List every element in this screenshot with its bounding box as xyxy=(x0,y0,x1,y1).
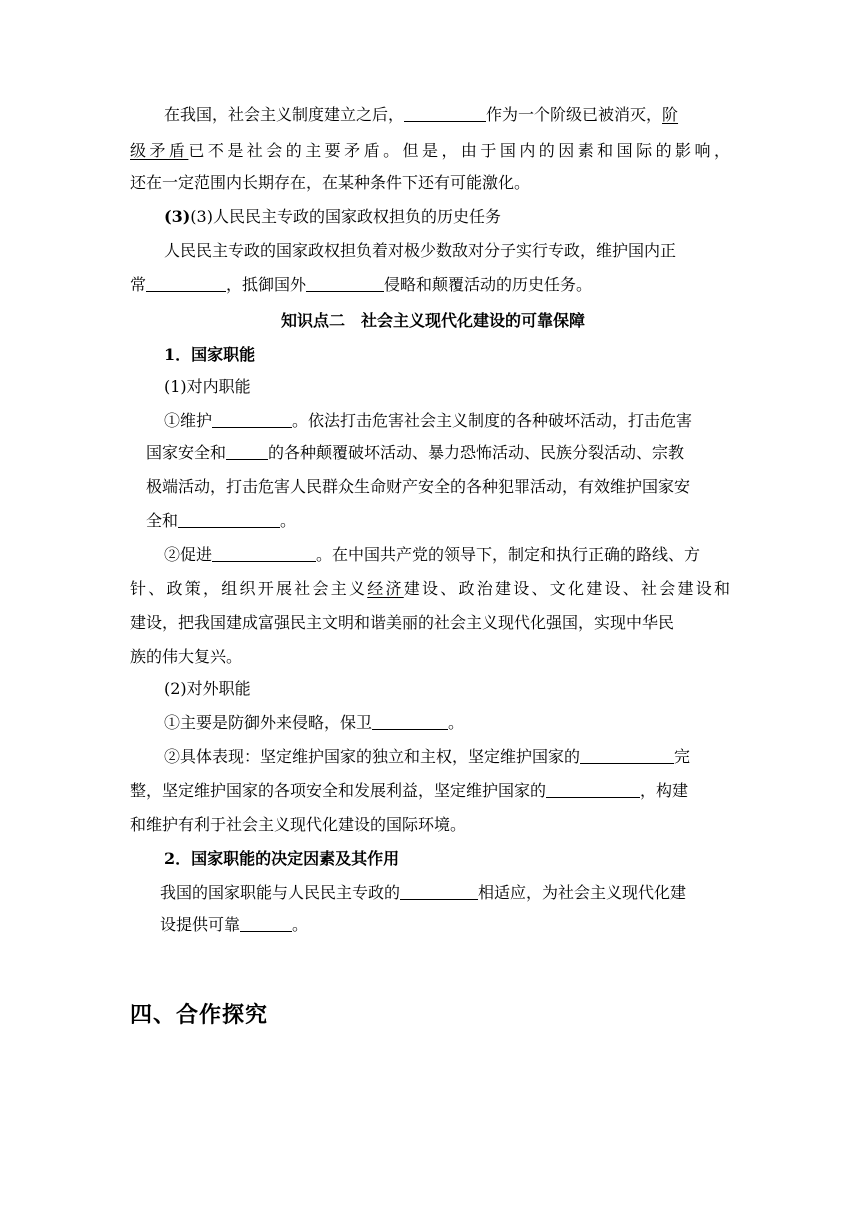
subsection-title-3: (3)(3)人民民主专政的国家政权担负的历史任务 xyxy=(164,207,501,226)
text: 。 xyxy=(292,915,309,934)
text: ②促进 xyxy=(164,545,213,564)
text: 作为一个阶级已被消灭， xyxy=(486,105,663,124)
heading-determinants: 2．国家职能的决定因素及其作用 xyxy=(164,849,400,868)
text: 整，坚定维护国家的各项安全和发展利益，坚定维护国家的 xyxy=(130,781,547,800)
item1-line-1 xyxy=(164,410,692,432)
p1-line-2 xyxy=(130,140,730,162)
text: 针、政策，组织开展社会主义 xyxy=(130,579,368,598)
text: 。 xyxy=(448,713,465,732)
item2-line-2 xyxy=(130,578,730,600)
fill-blank xyxy=(178,511,280,528)
p3-line-2 xyxy=(130,274,592,296)
text: 。依法打击危害社会主义制度的各种破坏活动，打击危害 xyxy=(292,411,693,430)
text: 相适应，为社会主义现代化建 xyxy=(478,883,687,902)
item4-line-2 xyxy=(130,780,688,802)
text: 在我国，社会主义制度建立之后， xyxy=(164,105,405,124)
item2-line-3: 建设，把我国建成富强民主文明和谐美丽的社会主义现代化强国，实现中华民 xyxy=(130,613,675,632)
text: ，构建 xyxy=(640,781,689,800)
underlined-text: 级矛盾 xyxy=(130,141,189,160)
text: 设提供可靠 xyxy=(160,915,241,934)
item4-line-1 xyxy=(164,746,690,768)
fill-blank xyxy=(580,747,674,764)
text: 建设、政治建设、文化建设、社会建设和 xyxy=(403,579,730,598)
item2-line-1 xyxy=(164,544,700,566)
text: 全和 xyxy=(146,511,179,530)
p1-line-1 xyxy=(164,104,678,126)
fill-blank xyxy=(404,105,486,122)
item2-line-4: 族的伟大复兴。 xyxy=(130,647,243,666)
text: 国家安全和 xyxy=(146,443,227,462)
item4-line-3: 和维护有利于社会主义现代化建设的国际环境。 xyxy=(130,815,467,834)
text: ①维护 xyxy=(164,411,213,430)
heading-internal-functions: (1)对内职能 xyxy=(164,377,251,396)
text: 完 xyxy=(674,747,691,766)
underlined-text: 经济 xyxy=(367,579,404,598)
text: 侵略和颠覆活动的历史任务。 xyxy=(384,275,593,294)
fill-blank xyxy=(146,275,226,292)
fill-blank xyxy=(226,443,268,460)
heading-external-functions: (2)对外职能 xyxy=(164,679,251,698)
p3-line-1: 人民民主专政的国家政权担负着对极少数敌对分子实行专政，维护国内正 xyxy=(164,241,677,260)
text: ①主要是防御外来侵略，保卫 xyxy=(164,713,373,732)
fill-blank xyxy=(212,545,316,562)
underlined-text: 阶 xyxy=(662,105,679,124)
text: 。 xyxy=(280,511,297,530)
item1-line-3: 极端活动，打击危害人民群众生命财产安全的各种犯罪活动，有效维护国家安 xyxy=(146,477,691,496)
fill-blank xyxy=(212,411,292,428)
fill-blank xyxy=(400,883,478,900)
fill-blank xyxy=(240,915,292,932)
p4-line-2 xyxy=(160,914,308,936)
p1-line-3: 还在一定范围内长期存在，在某种条件下还有可能激化。 xyxy=(130,173,531,192)
section-heading-cooperative-inquiry: 四、合作探究 xyxy=(130,1003,269,1028)
item1-line-2 xyxy=(146,442,684,464)
text: 常 xyxy=(130,275,147,294)
text: (3)人民民主专政的国家政权担负的历史任务 xyxy=(190,207,501,226)
heading-state-functions: 1．国家职能 xyxy=(164,345,256,364)
fill-blank xyxy=(306,275,384,292)
item3-line-1 xyxy=(164,712,464,734)
text: 我国的国家职能与人民民主专政的 xyxy=(160,883,401,902)
fill-blank xyxy=(372,713,448,730)
text: 的各种颠覆破坏活动、暴力恐怖活动、民族分裂活动、宗教 xyxy=(268,443,685,462)
p4-line-1 xyxy=(160,882,686,904)
fill-blank xyxy=(546,781,640,798)
text: ，抵御国外 xyxy=(226,275,307,294)
section-title: 知识点二 社会主义现代化建设的可靠保障 xyxy=(281,311,586,330)
text: 已不是社会的主要矛盾。但是，由于国内的因素和国际的影响， xyxy=(188,141,730,160)
text: 。在中国共产党的领导下，制定和执行正确的路线、方 xyxy=(316,545,701,564)
item1-line-4 xyxy=(146,510,296,532)
text: ②具体表现：坚定维护国家的独立和主权，坚定维护国家的 xyxy=(164,747,581,766)
